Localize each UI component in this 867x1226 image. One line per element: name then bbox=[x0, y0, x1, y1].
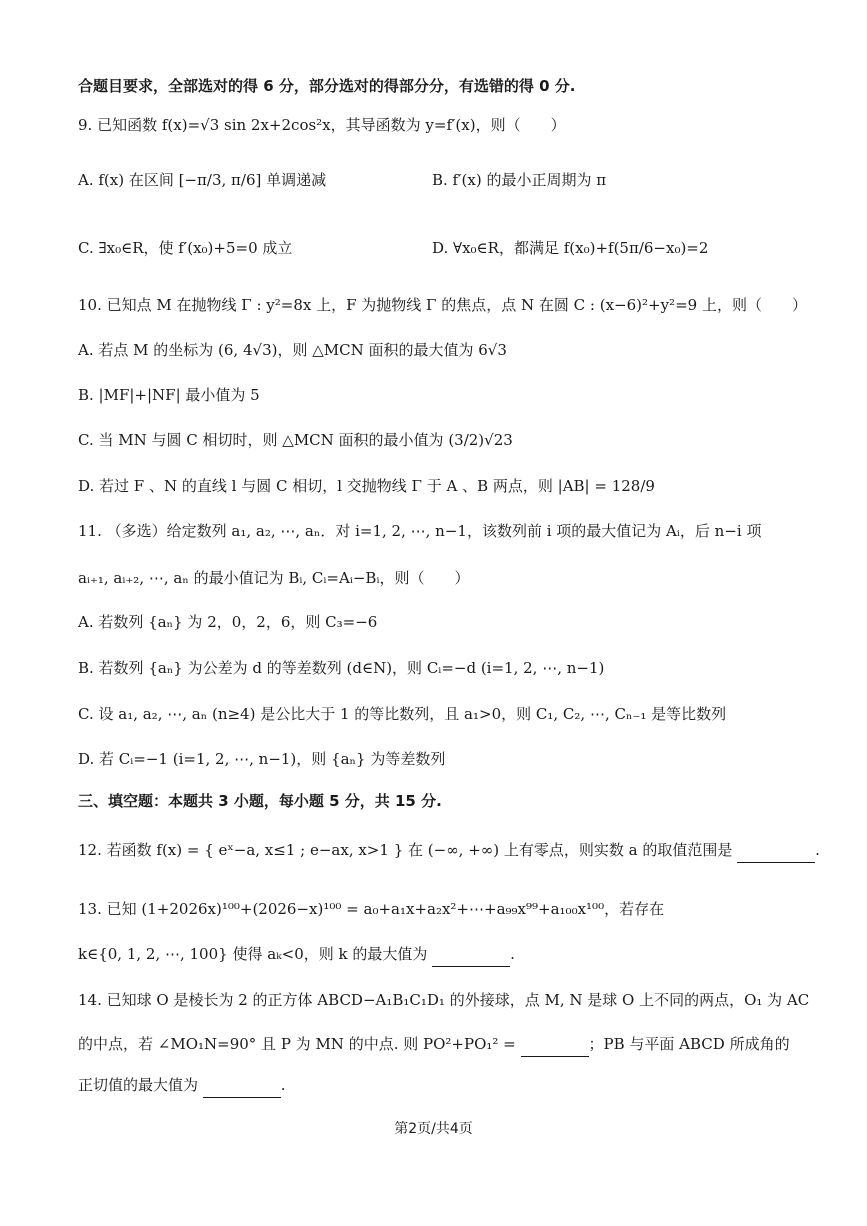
question-9-option-c: C. ∃x₀∈R，使 f′(x₀)+5=0 成立 bbox=[78, 239, 293, 257]
question-14-line-3 bbox=[78, 1073, 790, 1098]
question-11-stem-line-1: 11. （多选）给定数列 a₁, a₂, ⋯, aₙ．对 i=1, 2, ⋯, n−1，该数列前 i 项的最大值记为 Aᵢ，后 n−i 项 bbox=[78, 522, 762, 540]
question-14-answer-blank-2[interactable] bbox=[203, 1073, 281, 1098]
question-14-text-b: ；PB 与平面 ABCD 所成角的 bbox=[588, 1035, 790, 1053]
question-14-line-2 bbox=[78, 1032, 790, 1057]
section-3-heading: 三、填空题：本题共 3 小题，每小题 5 分，共 15 分. bbox=[78, 792, 442, 810]
question-13-line-2 bbox=[78, 942, 790, 967]
question-12-answer-blank[interactable] bbox=[737, 838, 815, 863]
question-11-option-a: A. 若数列 {aₙ} 为 2，0，2，6，则 C₃=−6 bbox=[78, 613, 378, 631]
question-12-text: 12. 若函数 f(x) = { eˣ−a, x≤1 ; e−ax, x>1 } 在 (−∞, +∞) 上有零点，则实数 a 的取值范围是 bbox=[78, 841, 733, 859]
question-11-stem-line-2: aᵢ₊₁, aᵢ₊₂, ⋯, aₙ 的最小值记为 Bᵢ, Cᵢ=Aᵢ−Bᵢ，则（ ） bbox=[78, 569, 470, 587]
section-instructions: 合题目要求，全部选对的得 6 分，部分选对的得部分分，有选错的得 0 分. bbox=[78, 77, 576, 95]
question-14-answer-blank-1[interactable] bbox=[521, 1032, 589, 1057]
question-10-stem: 10. 已知点 M 在抛物线 Γ : y²=8x 上，F 为抛物线 Γ 的焦点，点 N 在圆 C : (x−6)²+y²=9 上，则（ ） bbox=[78, 296, 807, 314]
question-12 bbox=[78, 838, 820, 863]
question-14-text-c: 正切值的最大值为 bbox=[78, 1076, 199, 1094]
question-9-option-a: A. f(x) 在区间 [−π/3, π/6] 单调递减 bbox=[78, 171, 327, 189]
question-14-line-1: 14. 已知球 O 是棱长为 2 的正方体 ABCD−A₁B₁C₁D₁ 的外接球，点 M, N 是球 O 上不同的两点，O₁ 为 AC bbox=[78, 991, 810, 1009]
question-9-stem: 9. 已知函数 f(x)=√3 sin 2x+2cos²x，其导函数为 y=f′(x)，则（ ） bbox=[78, 116, 566, 134]
question-13-answer-blank[interactable] bbox=[432, 942, 510, 967]
page-number-footer: 第2页/共4页 bbox=[394, 1121, 473, 1137]
question-11-option-c: C. 设 a₁, a₂, ⋯, aₙ (n≥4) 是公比大于 1 的等比数列，且 a₁>0，则 C₁, C₂, ⋯, Cₙ₋₁ 是等比数列 bbox=[78, 705, 727, 723]
question-12-period: . bbox=[815, 841, 820, 859]
question-11-option-b: B. 若数列 {aₙ} 为公差为 d 的等差数列 (d∈N)，则 Cᵢ=−d (i=1, 2, ⋯, n−1) bbox=[78, 659, 605, 677]
question-9-option-b: B. f′(x) 的最小正周期为 π bbox=[432, 171, 607, 189]
question-10-option-c: C. 当 MN 与圆 C 相切时，则 △MCN 面积的最小值为 (3/2)√23 bbox=[78, 431, 513, 449]
question-14-period: . bbox=[280, 1076, 286, 1094]
question-10-option-a: A. 若点 M 的坐标为 (6, 4√3)，则 △MCN 面积的最大值为 6√3 bbox=[78, 341, 507, 359]
question-10-option-b: B. |MF|+|NF| 最小值为 5 bbox=[78, 386, 260, 404]
question-13-period: . bbox=[510, 945, 515, 963]
question-13-text: k∈{0, 1, 2, ⋯, 100} 使得 aₖ<0，则 k 的最大值为 bbox=[78, 945, 428, 963]
question-13-line-1: 13. 已知 (1+2026x)¹⁰⁰+(2026−x)¹⁰⁰ = a₀+a₁x+a₂x²+⋯+a₉₉x⁹⁹+a₁₀₀x¹⁰⁰，若存在 bbox=[78, 900, 665, 918]
question-11-option-d: D. 若 Cᵢ=−1 (i=1, 2, ⋯, n−1)，则 {aₙ} 为等差数列 bbox=[78, 750, 446, 768]
question-14-text-a: 的中点，若 ∠MO₁N=90° 且 P 为 MN 的中点. 则 PO²+PO₁² = bbox=[78, 1035, 516, 1053]
question-10-option-d: D. 若过 F 、N 的直线 l 与圆 C 相切，l 交抛物线 Γ 于 A 、B 两点，则 |AB| = 128/9 bbox=[78, 477, 655, 495]
question-9-option-d: D. ∀x₀∈R，都满足 f(x₀)+f(5π/6−x₀)=2 bbox=[432, 239, 709, 257]
